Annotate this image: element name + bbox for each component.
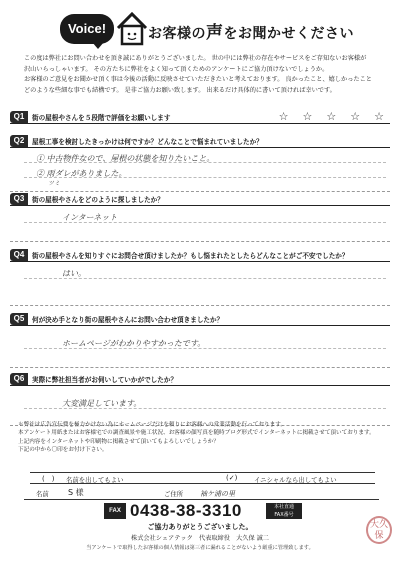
publication-options [30, 472, 375, 484]
company-name: 株式会社シェアテック 代表取締役 大久保 誠二 [131, 535, 269, 542]
voice-badge: Voice! [60, 14, 114, 44]
address-label: ご住所 [164, 490, 184, 498]
question-q6 [10, 372, 390, 426]
question-q5 [10, 312, 390, 368]
handwritten-answer: ホームページがわかりやすかったです。 [62, 339, 206, 348]
star-icon[interactable]: ☆ [374, 110, 384, 123]
star-icon[interactable]: ☆ [350, 110, 361, 123]
answer-area[interactable] [10, 386, 390, 426]
star-icon[interactable]: ☆ [326, 110, 337, 123]
fax-icon: FAX [104, 503, 126, 519]
question-q2 [10, 134, 390, 192]
handwritten-answer: ② 雨ダレがありました。 [36, 169, 127, 178]
name-label: 名前 [36, 490, 49, 498]
answer-area[interactable] [10, 326, 390, 368]
question-number: Q5 [10, 313, 28, 325]
question-text: 街の屋根やさんを５段階で評価をお願いします [32, 113, 171, 122]
handwritten-answer: ① 中古物件なので、屋根の状態を知りたいこと。 [36, 154, 215, 163]
privacy-note: 当アンケートで取得したお客様の個人情報は第三者に漏れることがないよう厳重に管理致します。 [86, 545, 314, 551]
note-line: ＊弊社は広告宣伝費を極力かけない為にホームページだけを頼りにお客様への営業活動を行っております。 [18, 422, 286, 428]
handwritten-answer: はい。 [62, 269, 86, 278]
handwritten-answer: ツミ [48, 180, 61, 187]
option-initial-label: イニシャルなら出してもよい [254, 476, 337, 484]
fax-block [104, 501, 294, 521]
option-initial-checkbox[interactable]: (✓) [226, 474, 238, 482]
question-q4 [10, 248, 390, 306]
star-icon[interactable]: ☆ [278, 110, 289, 123]
publication-note [18, 421, 388, 455]
name-field[interactable]: S 様 [68, 488, 84, 497]
thanks-text: ご協力ありがとうございました。 [147, 523, 253, 531]
intro-line: この度は弊社にお問い合わせを頂き誠にありがとうございました。 世の中には弊社の存在やサービスをご存知ないお客様が [24, 55, 367, 62]
question-number: Q4 [10, 249, 28, 261]
intro-line: お客様のご意見をお聞かせ頂く事は今後の活動に反映させていただきたいと考えております。 良かったこと、嬉しかったこと [24, 76, 372, 83]
intro-line: どのような些細な事でも結構です。 是非ご協力お願い致します。 出来るだけ具体的に書いて頂ければ幸いです。 [24, 86, 336, 94]
page-header [60, 6, 354, 52]
note-line: 下記の中から〇印をお付け下さい。 [18, 447, 108, 454]
fax-number: 0438-38-3310 [130, 501, 242, 520]
address-field[interactable]: 袖ケ浦の里 [200, 490, 235, 498]
fax-tag: 本社直通 FAX番号 [266, 503, 302, 519]
question-text: 何が決め手となり街の屋根やさんにお問い合わせ頂きましたか？ [32, 315, 224, 324]
page-title: お客様の声をお聞かせください [148, 23, 354, 43]
option-name-label: 名前を出してもよい [66, 476, 124, 484]
question-text: 街の屋根やさんを知りすぐにお問合せ頂けましたか？もし悩まれたとしたらどんなことがご不安でしたか？ [32, 251, 349, 260]
handwritten-answer: 大変満足しています。 [62, 399, 142, 408]
intro-line: 沢山いらっしゃいます。 その方たちに弊社をよく知って頂くためのアンケートにご協力頂けないでしょうか。 [24, 65, 329, 73]
question-text: 屋根工事を検討したきっかけは何ですか？どんなことで悩まれていましたか？ [32, 137, 263, 146]
intro-text [18, 54, 383, 96]
question-number: Q6 [10, 373, 28, 385]
house-icon [116, 10, 148, 46]
question-number: Q2 [10, 135, 28, 147]
option-name-checkbox[interactable]: ( ) [42, 475, 55, 483]
question-text: 実際に弊社担当者がお伺いしていかがでしたか？ [32, 375, 178, 384]
handwritten-answer: インターネット [62, 213, 118, 222]
customer-info [24, 486, 379, 500]
question-number: Q3 [10, 193, 28, 205]
note-line: 本アンケート用紙またはお客様宅での調査風景や施工状況、お客様の顔写真を随時ブログ形式でインターネットに掲載させて頂いております。 [18, 430, 375, 437]
question-q1 [10, 110, 390, 124]
answer-area[interactable] [10, 262, 390, 306]
question-text: 街の屋根やさんをどのように探しましたか？ [32, 195, 164, 204]
answer-area[interactable] [10, 206, 390, 242]
note-line: 上記内容をインターネットや印刷物に掲載させて頂いてもよろしいでしょうか？ [18, 438, 219, 445]
question-q3 [10, 192, 390, 242]
star-rating[interactable] [279, 111, 384, 123]
star-icon[interactable]: ☆ [302, 110, 313, 123]
answer-area[interactable] [10, 148, 390, 192]
question-number: Q1 [10, 111, 28, 123]
seal-stamp-icon: 大久保 [366, 516, 392, 544]
